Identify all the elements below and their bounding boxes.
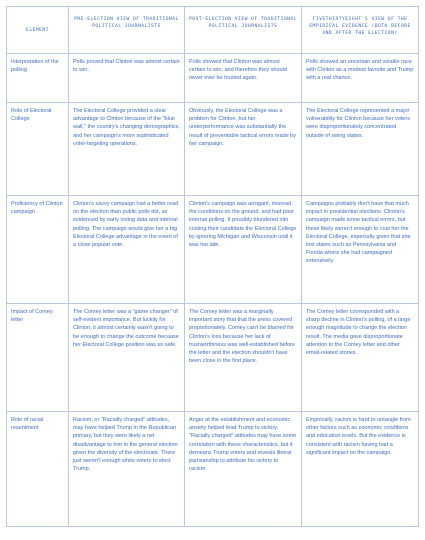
row-fivethirtyeight: The Comey letter corresponded with a sharp decline in Clinton's polling, of a large enough magnitude to change the election result. The media gave disproportionate attention to the Comey letter and other email-related stories.: [302, 304, 419, 412]
row-fivethirtyeight: The Electoral College represented a major vulnerability for Clinton because her voters were disproportionately concentrated outside of swing states.: [302, 103, 419, 196]
header-row: [7, 7, 419, 54]
row-fivethirtyeight: Campaigns probably don't have that much impact in presidential elections. Clinton's campaign made some tactical errors, but these likely weren't enough to cost her the Electoral College, especially given that she lost states such as Pennsylvania and Florida where she had campaigned extensively.: [302, 196, 419, 304]
comparison-table-container: [6, 6, 418, 534]
header-fivethirtyeight: FIVETHIRTYEIGHT'S VIEW OF THE EMPIRICAL EVIDENCE (BOTH BEFORE AND AFTER THE ELECTION): [302, 7, 419, 54]
table-row: [7, 103, 419, 196]
row-post-election: Clinton's campaign was arrogant, misread the conditions on the ground, and had poor internal polling. It possibly blundered into costing their candidate the Electoral College by ignoring Michigan and Wisconsin until it was too late.: [185, 196, 302, 304]
row-element: Role of Electoral College: [7, 103, 69, 196]
row-post-election: The Comey letter was a marginally important story that that the press covered proportionately. Comey can't be blamed for Clinton's loss because her lack of trustworthiness was well-established before the letter and the election shouldn't have been close in the first place.: [185, 304, 302, 412]
table-row: [7, 54, 419, 103]
row-post-election: Anger at the establishment and economic anxiety helped lead Trump to victory. "Racially charged" attitudes may have some correlation with these characteristics, but it demeans Trump voters and reveals liberal partisanship to attribute his victory to racism.: [185, 412, 302, 527]
table-row: [7, 196, 419, 304]
row-post-election: Obviously, the Electoral College was a problem for Clinton, but her underperformance was substantially the result of preventable tactical errors made by her campaign.: [185, 103, 302, 196]
row-post-election: Polls showed that Clinton was almost certain to win, and therefore they should never ever be trusted again.: [185, 54, 302, 103]
row-element: Impact of Comey letter: [7, 304, 69, 412]
table-row: [7, 304, 419, 412]
row-fivethirtyeight: Polls showed an uncertain and volatile race with Clinton as a modest favorite and Trump with a real chance.: [302, 54, 419, 103]
comparison-table: [6, 6, 419, 527]
row-element: Interpretation of the polling: [7, 54, 69, 103]
table-row: [7, 412, 419, 527]
row-pre-election: The Comey letter was a "game changer" of self-evident importance. But luckily for Clinton, it almost certainly wasn't going to be enough to change the outcome because her Electoral College position was so safe.: [69, 304, 185, 412]
row-element: Role of racial resentment: [7, 412, 69, 527]
row-fivethirtyeight: Empirically, racism is hard to untangle from other factors such as economic conditions and education levels. But the evidence is consistent with racism having had a significant impact on the campaign.: [302, 412, 419, 527]
row-pre-election: The Electoral College provided a clear advantage to Clinton because of the "blue wall," the country's changing demographics, and her campaign's more sophisticated voter-targeting operations.: [69, 103, 185, 196]
header-pre-election: PRE-ELECTION VIEW OF TRADITIONAL POLITICAL JOURNALISTS: [69, 7, 185, 54]
row-pre-election: Polls proved that Clinton was almost certain to win.: [69, 54, 185, 103]
header-post-election: POST-ELECTION VIEW OF TRADITIONAL POLITICAL JOURNALISTS: [185, 7, 302, 54]
header-element: ELEMENT: [7, 7, 69, 54]
row-element: Proficiency of Clinton campaign: [7, 196, 69, 304]
row-pre-election: Racism, or "Racially charged" attitudes, may have helped Trump in the Republican primary, but they were likely a net disadvantage to him in the general election given the diversity of the electorate. There just weren't enough white voters to elect Trump.: [69, 412, 185, 527]
row-pre-election: Clinton's savvy campaign had a better read on the election than public polls did, as evidenced by early voting data and internal polling. The campaign would give her a big Electoral College advantage in the event of a close popular vote.: [69, 196, 185, 304]
